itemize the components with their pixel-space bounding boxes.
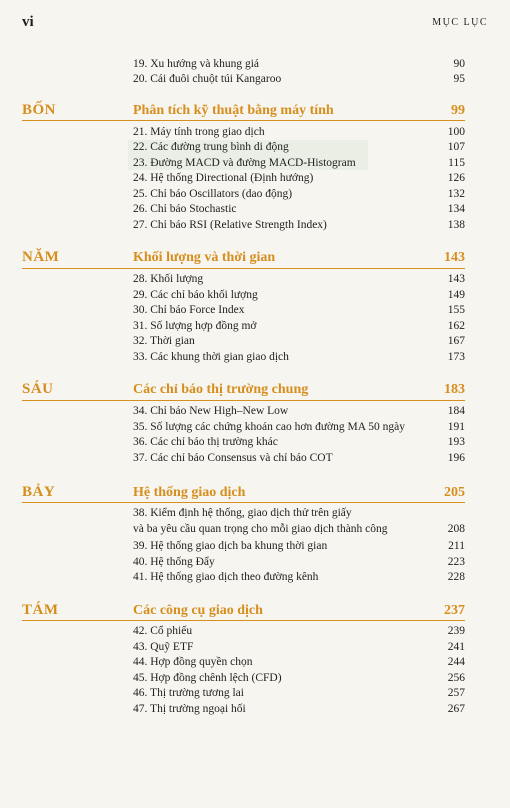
toc-entry <box>133 272 465 286</box>
toc-entry-page: 208 <box>447 523 465 535</box>
part-label: NĂM <box>22 249 60 265</box>
toc-entry-title: 25. Chỉ báo Oscillators (dao động) <box>133 188 293 200</box>
toc-entry-title: 28. Khối lượng <box>133 273 204 285</box>
part-rule <box>22 502 465 503</box>
toc-entry <box>133 171 465 185</box>
toc-entry-page: 196 <box>447 452 465 464</box>
toc-entry-page: 167 <box>447 335 465 347</box>
toc-entry <box>133 288 465 302</box>
toc-entry-title: 47. Thị trường ngoại hối <box>133 703 246 715</box>
toc-entry-title: 35. Số lượng các chứng khoán cao hơn đường MA 50 ngày <box>133 421 406 433</box>
part-label: TÁM <box>22 602 59 618</box>
toc-entry-page: 193 <box>447 436 465 448</box>
part-title: Khối lượng và thời gian <box>133 250 276 265</box>
toc-entry-title: 42. Cổ phiếu <box>133 625 193 637</box>
toc-entry-title: 45. Hợp đồng chênh lệch (CFD) <box>133 672 282 684</box>
toc-entry <box>133 404 465 418</box>
toc-entry-page: 155 <box>447 304 465 316</box>
toc-entry-page: 184 <box>447 405 465 417</box>
toc-entry <box>133 539 465 553</box>
toc-entry-page: 115 <box>448 157 465 169</box>
part-rule <box>22 620 465 621</box>
toc-entry-title: 38. Kiểm định hệ thống, giao dịch thử trên giấy <box>133 507 352 519</box>
toc-entry <box>133 57 465 71</box>
toc-entry <box>133 156 465 170</box>
running-title: MỤC LỤC <box>432 17 488 28</box>
toc-entry <box>133 671 465 685</box>
toc-entry <box>133 202 465 216</box>
toc-entry-title: 26. Chỉ báo Stochastic <box>133 203 237 215</box>
toc-entry-title: 32. Thời gian <box>133 335 195 347</box>
toc-entry <box>133 570 465 584</box>
part-label: SÁU <box>22 381 54 397</box>
toc-entry-page: 162 <box>447 320 465 332</box>
toc-entry <box>133 72 465 86</box>
part-page-number: 99 <box>451 103 465 118</box>
toc-entry-title: 41. Hệ thống giao dịch theo đường kênh <box>133 571 319 583</box>
toc-entry <box>133 140 465 154</box>
toc-entry-title: 30. Chỉ báo Force Index <box>133 304 245 316</box>
toc-entry <box>133 218 465 232</box>
page-number: vi <box>22 14 34 30</box>
toc-entry <box>133 420 465 434</box>
toc-entry-title: 24. Hệ thống Directional (Định hướng) <box>133 172 314 184</box>
toc-entry-title: 29. Các chỉ báo khối lượng <box>133 289 258 301</box>
toc-entry-page: 132 <box>447 188 465 200</box>
toc-entry <box>133 350 465 364</box>
toc-entry-page: 173 <box>447 351 465 363</box>
toc-entry-title: 31. Số lượng hợp đồng mở <box>133 320 257 332</box>
toc-entry-title: 23. Đường MACD và đường MACD-Histogram <box>133 157 356 169</box>
part-title: Hệ thống giao dịch <box>133 485 246 500</box>
part-page-number: 237 <box>444 603 465 618</box>
toc-entry <box>133 303 465 317</box>
part-page-number: 205 <box>444 485 465 500</box>
toc-entry-page: 95 <box>453 73 465 85</box>
toc-entry-page: 223 <box>447 556 465 568</box>
toc-entry <box>133 686 465 700</box>
toc-entry-page: 138 <box>447 219 465 231</box>
toc-entry-page: 149 <box>447 289 465 301</box>
toc-entry <box>133 702 465 716</box>
toc-entry-title: 39. Hệ thống giao dịch ba khung thời gian <box>133 540 328 552</box>
toc-entry-title: 19. Xu hướng và khung giá <box>133 58 260 70</box>
toc-entry <box>133 555 465 569</box>
toc-entry-title: 40. Hệ thống Đẩy <box>133 556 215 568</box>
toc-entry <box>133 506 465 536</box>
toc-entry-title: 43. Quỹ ETF <box>133 641 194 653</box>
part-title: Phân tích kỹ thuật bằng máy tính <box>133 103 334 118</box>
toc-entry <box>133 125 465 139</box>
toc-entry-page: 257 <box>447 687 465 699</box>
part-page-number: 143 <box>444 250 465 265</box>
part-rule <box>22 268 465 269</box>
part-rule <box>22 400 465 401</box>
part-title: Các công cụ giao dịch <box>133 603 263 618</box>
toc-entry <box>133 319 465 333</box>
toc-entry-title: 21. Máy tính trong giao dịch <box>133 126 265 138</box>
toc-entry-page: 126 <box>447 172 465 184</box>
toc-entry-title: 27. Chỉ báo RSI (Relative Strength Index) <box>133 219 327 231</box>
toc-entry-title: 20. Cái đuôi chuột túi Kangaroo <box>133 73 282 85</box>
toc-entry-page: 239 <box>447 625 465 637</box>
toc-entry-title-continued: và ba yêu cầu quan trọng cho mỗi giao dịch thành công <box>133 523 388 535</box>
toc-entry <box>133 435 465 449</box>
toc-entry-page: 241 <box>447 641 465 653</box>
toc-entry-page: 90 <box>453 58 465 70</box>
toc-entry-page: 267 <box>447 703 465 715</box>
toc-entry-title: 37. Các chỉ báo Consensus và chỉ báo COT <box>133 452 333 464</box>
toc-entry-title: 46. Thị trường tương lai <box>133 687 244 699</box>
part-page-number: 183 <box>444 382 465 397</box>
toc-entry-page: 244 <box>447 656 465 668</box>
toc-entry <box>133 187 465 201</box>
toc-entry-page: 143 <box>447 273 465 285</box>
toc-entry <box>133 334 465 348</box>
part-label: BẢY <box>22 484 56 500</box>
toc-entry-title: 22. Các đường trung bình di động <box>133 141 289 153</box>
toc-entry-page: 256 <box>447 672 465 684</box>
toc-entry-page: 107 <box>447 141 465 153</box>
toc-entry-title: 33. Các khung thời gian giao dịch <box>133 351 289 363</box>
part-rule <box>22 120 465 121</box>
toc-entry-page: 228 <box>447 571 465 583</box>
toc-entry <box>133 655 465 669</box>
toc-entry-page: 191 <box>447 421 465 433</box>
part-label: BỐN <box>22 102 57 118</box>
toc-entry-title: 44. Hợp đồng quyền chọn <box>133 656 253 668</box>
part-title: Các chỉ báo thị trường chung <box>133 382 309 397</box>
toc-entry-page: 100 <box>447 126 465 138</box>
toc-entry <box>133 451 465 465</box>
toc-entry-title: 34. Chỉ báo New High–New Low <box>133 405 289 417</box>
toc-entry <box>133 640 465 654</box>
toc-entry <box>133 624 465 638</box>
toc-entry-page: 134 <box>447 203 465 215</box>
toc-entry-page: 211 <box>448 540 465 552</box>
toc-entry-title: 36. Các chỉ báo thị trường khác <box>133 436 278 448</box>
page-header <box>22 14 488 34</box>
